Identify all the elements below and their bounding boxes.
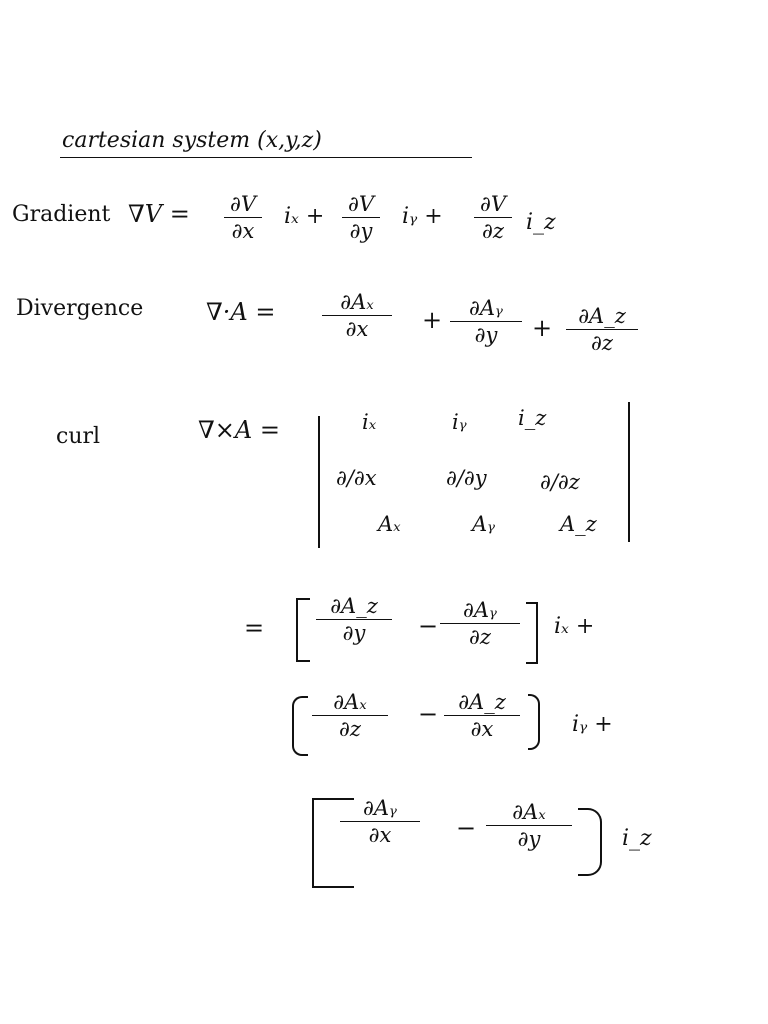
gradient-unit-y: iᵧ + <box>402 204 443 229</box>
expansion-3-minus: − <box>456 814 477 842</box>
expansion-2-term-a: ∂Aₓ ∂z <box>312 690 388 741</box>
expansion-1-minus: − <box>418 612 439 640</box>
gradient-lhs: ∇V = <box>128 200 190 228</box>
divergence-term-y: ∂Aᵧ ∂y <box>450 296 522 347</box>
divergence-term-z: ∂A_z ∂z <box>566 304 638 355</box>
gradient-term-y: ∂V ∂y <box>342 192 380 243</box>
divergence-plus-1: + <box>422 306 443 334</box>
expansion-2-right-bracket <box>528 694 540 750</box>
curl-lhs: ∇×A = <box>198 416 280 444</box>
expansion-2-minus: − <box>418 700 439 728</box>
expansion-1-unit: iₓ + <box>554 614 595 639</box>
expansion-3-term-a: ∂Aᵧ ∂x <box>340 796 420 847</box>
determinant-left-bar <box>318 416 320 548</box>
matrix-cell-r2c3: ∂/∂z <box>540 470 580 494</box>
expansion-1-term-b: ∂Aᵧ ∂z <box>440 598 520 649</box>
matrix-cell-r2c1: ∂/∂x <box>336 466 377 490</box>
matrix-cell-r2c2: ∂/∂y <box>446 466 487 490</box>
gradient-term-z: ∂V ∂z <box>474 192 512 243</box>
expansion-1-left-bracket <box>296 598 310 662</box>
expansion-2-term-b: ∂A_z ∂x <box>444 690 520 741</box>
title-underline <box>60 157 472 158</box>
expansion-1-term-a: ∂A_z ∂y <box>316 594 392 645</box>
divergence-lhs: ∇·A = <box>206 298 276 326</box>
expansion-3-term-b: ∂Aₓ ∂y <box>486 800 572 851</box>
matrix-cell-r3c2: Aᵧ <box>472 512 496 536</box>
curl-label: curl <box>56 424 101 449</box>
gradient-unit-x: iₓ + <box>284 204 325 229</box>
matrix-cell-r1c3: i_z <box>518 406 547 430</box>
divergence-label: Divergence <box>16 296 144 321</box>
expansion-2-left-bracket <box>292 696 308 756</box>
expansion-1-right-bracket <box>526 602 538 664</box>
matrix-cell-r3c1: Aₓ <box>378 512 401 536</box>
gradient-unit-z: i_z <box>526 210 556 235</box>
gradient-term-x: ∂V ∂x <box>224 192 262 243</box>
matrix-cell-r1c1: iₓ <box>362 410 377 434</box>
expansion-3-unit: i_z <box>622 826 652 851</box>
gradient-label: Gradient <box>12 202 111 227</box>
divergence-term-x: ∂Aₓ ∂x <box>322 290 392 341</box>
determinant-right-bar <box>628 402 630 542</box>
expansion-2-unit: iᵧ + <box>572 712 613 737</box>
curl-equals: = <box>244 614 265 642</box>
matrix-cell-r3c3: A_z <box>560 512 597 536</box>
expansion-3-right-bracket <box>578 808 602 876</box>
matrix-cell-r1c2: iᵧ <box>452 410 467 434</box>
divergence-plus-2: + <box>532 314 553 342</box>
page-title: cartesian system (x,y,z) <box>62 128 322 153</box>
